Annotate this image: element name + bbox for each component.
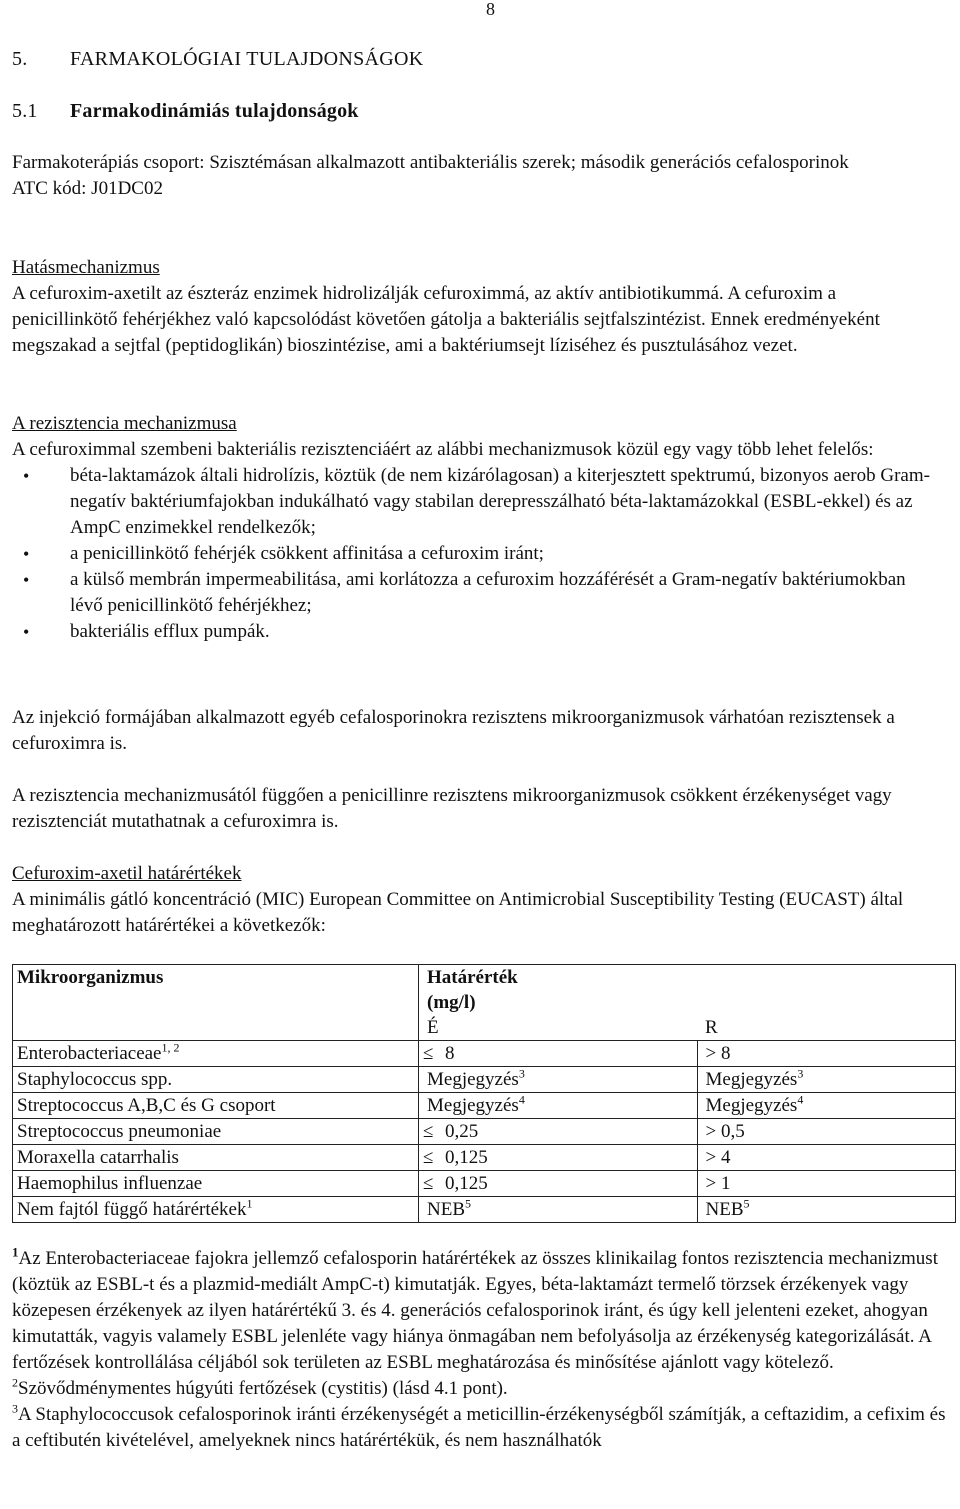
resistance-heading: A rezisztencia mechanizmusa bbox=[12, 413, 237, 434]
section-title: FARMAKOLÓGIAI TULAJDONSÁGOK bbox=[70, 48, 424, 70]
list-item: • a külső membrán impermeabilitása, ami korlátozza a cefuroxim hozzáférését a Gram-negatív baktériumokban lévő penicillinkötő fehérjékhez; bbox=[23, 569, 906, 616]
cell-susceptible: ≤ 8 bbox=[419, 1041, 698, 1067]
cell-susceptible: ≤ 0,125 bbox=[419, 1171, 698, 1197]
resistance-list bbox=[12, 463, 942, 645]
subsection-title: Farmakodinámiás tulajdonságok bbox=[70, 100, 359, 122]
table-row bbox=[13, 1093, 956, 1119]
less-equal-icon: ≤ bbox=[423, 1043, 434, 1064]
list-item: • a penicillinkötő fehérjék csökkent affinitása a cefuroxim iránt; bbox=[12, 541, 942, 567]
cell-susceptible: Megjegyzés$^4$ bbox=[419, 1093, 698, 1119]
cell-resistant: Megjegyzés$^3$ bbox=[697, 1067, 956, 1093]
cell-resistant: > 4 bbox=[697, 1145, 956, 1171]
breakpoints-intro: A minimális gátló koncentráció (MIC) European Committee on Antimicrobial Susceptibility Testing (EUCAST) által meghatározott határértékei a következők: bbox=[12, 889, 904, 936]
footnote-3: $^3$A Staphylococcusok cefalosporinok iránti érzékenységét a meticillin-érzékenységből számítják, a ceftazidim, a cefixim és a ceftibutén kivételével, amelyeknek nincs határértékük, és nem használhatók bbox=[12, 1401, 946, 1451]
bullet-icon: • bbox=[23, 622, 30, 642]
cell-organism: Streptococcus pneumoniae bbox=[13, 1119, 419, 1145]
footnote-2: $^2$Szövődménymentes húgyúti fertőzések (cystitis) (lásd 4.1 pont). bbox=[12, 1375, 508, 1399]
cell-resistant: Megjegyzés$^4$ bbox=[697, 1093, 956, 1119]
table-row bbox=[13, 1041, 956, 1067]
header-r: R bbox=[697, 1015, 956, 1041]
mechanism-section bbox=[12, 255, 942, 359]
table-header-row bbox=[13, 965, 956, 1016]
table-row bbox=[13, 1145, 956, 1171]
less-equal-icon: ≤ bbox=[423, 1147, 434, 1168]
section-heading bbox=[12, 46, 423, 72]
cell-susceptible: ≤ 0,25 bbox=[419, 1119, 698, 1145]
bullet-icon: • bbox=[23, 544, 30, 564]
list-item: • bakteriális efflux pumpák. bbox=[12, 619, 942, 645]
subsection-number: 5.1 bbox=[12, 100, 38, 122]
footnote-1: $^1$Az Enterobacteriaceae fajokra jellemző cefalosporin határértékek az összes klinikailag fontos rezisztencia mechanizmust (köztük az ESBL-t és a plazmid-mediált AmpC-t) kimutatják. Egyes, béta-laktamázt termelő törzsek érzékenyek vagy közepesen érzékenyek az ilyen határértékű 3. és 4. generációs cefalosporinok iránt, és úgy kell jelenteni ezeket, ahogyan kimutatták, vagyis valamely ESBL jelenléte vagy hiánya önmagában nem befolyásolja az érzékenység kategorizálását. A fertőzések kontrollálása céljából sok területen az ESBL meghatározása és minősítése ajánlott vagy kötelező. bbox=[12, 1244, 938, 1373]
cell-organism: Enterobacteriaceae$^{1, 2}$ bbox=[13, 1041, 419, 1067]
cell-susceptible: NEB$^5$ bbox=[419, 1197, 698, 1223]
resistance-intro: A cefuroximmal szembeni bakteriális rezisztenciáért az alábbi mechanizmusok közül egy vagy több lehet felelős: bbox=[12, 439, 874, 460]
resistance-para-2: A rezisztencia mechanizmusától függően a penicillinre rezisztens mikroorganizmusok csökkent érzékenységet vagy rezisztenciát mutathatnak a cefuroximra is. bbox=[12, 785, 892, 832]
header-s: É bbox=[419, 1015, 698, 1041]
table-row bbox=[13, 1171, 956, 1197]
section-number: 5. bbox=[12, 48, 28, 70]
cell-organism: Haemophilus influenzae bbox=[13, 1171, 419, 1197]
cell-resistant: > 8 bbox=[697, 1041, 956, 1067]
cell-resistant: > 0,5 bbox=[697, 1119, 956, 1145]
header-organism: Mikroorganizmus bbox=[13, 965, 419, 1041]
cell-susceptible: ≤ 0,125 bbox=[419, 1145, 698, 1171]
table-body bbox=[13, 1041, 956, 1223]
subsection-heading bbox=[12, 98, 359, 124]
less-equal-icon: ≤ bbox=[423, 1173, 434, 1194]
bullet-icon: • bbox=[23, 466, 30, 486]
intro-block bbox=[12, 150, 942, 202]
mic-breakpoint-table bbox=[12, 964, 956, 1223]
table-row bbox=[13, 1067, 956, 1093]
page-number: 8 bbox=[486, 0, 495, 19]
less-equal-icon: ≤ bbox=[423, 1121, 434, 1142]
bullet-icon: • bbox=[23, 570, 30, 590]
list-item: • béta-laktamázok általi hidrolízis, köztük (de nem kizárólagosan) a kiterjesztett spektrumú, bizonyos aerob Gram-negatív baktériumfajokban indukálható vagy stabilan derepresszálható béta-laktamázokkal (ESBL-ekkel) és az AmpC enzimekkel rendelkezők; bbox=[23, 465, 930, 538]
table-row bbox=[13, 1119, 956, 1145]
header-breakpoint: Határérték (mg/l) bbox=[419, 965, 956, 1016]
breakpoints-heading: Cefuroxim-axetil határértékek bbox=[12, 863, 242, 884]
mechanism-text: A cefuroxim-axetilt az észteráz enzimek hidrolizálják cefuroximmá, az aktív antibiotikummá. A cefuroxim a penicillinkötő fehérjékhez való kapcsolódást követően gátolja a bakteriális sejtfalszintézist. Ennek eredményeként megszakad a sejtfal (peptidoglikán) bioszintézise, ami a baktériumsejt líziséhez és pusztulásához vezet. bbox=[12, 283, 880, 356]
mechanism-heading: Hatásmechanizmus bbox=[12, 257, 160, 278]
cell-organism: Nem fajtól függő határértékek$^1$ bbox=[13, 1197, 419, 1223]
cell-susceptible: Megjegyzés$^3$ bbox=[419, 1067, 698, 1093]
cell-resistant: NEB$^5$ bbox=[697, 1197, 956, 1223]
cell-resistant: > 1 bbox=[697, 1171, 956, 1197]
breakpoints-section bbox=[12, 861, 942, 939]
footnotes bbox=[12, 1246, 952, 1454]
cell-organism: Moraxella catarrhalis bbox=[13, 1145, 419, 1171]
table-row bbox=[13, 1197, 956, 1223]
resistance-para-1: Az injekció formájában alkalmazott egyéb cefalosporinokra rezisztens mikroorganizmusok várhatóan rezisztensek a cefuroximra is. bbox=[12, 707, 895, 754]
pharmacotherapeutic-group: Farmakoterápiás csoport: Szisztémásan alkalmazott antibakteriális szerek; második generációs cefalosporinok bbox=[12, 152, 849, 173]
atc-code: ATC kód: J01DC02 bbox=[12, 178, 163, 199]
cell-organism: Staphylococcus spp. bbox=[13, 1067, 419, 1093]
cell-organism: Streptococcus A,B,C és G csoport bbox=[13, 1093, 419, 1119]
resistance-section bbox=[12, 411, 942, 645]
